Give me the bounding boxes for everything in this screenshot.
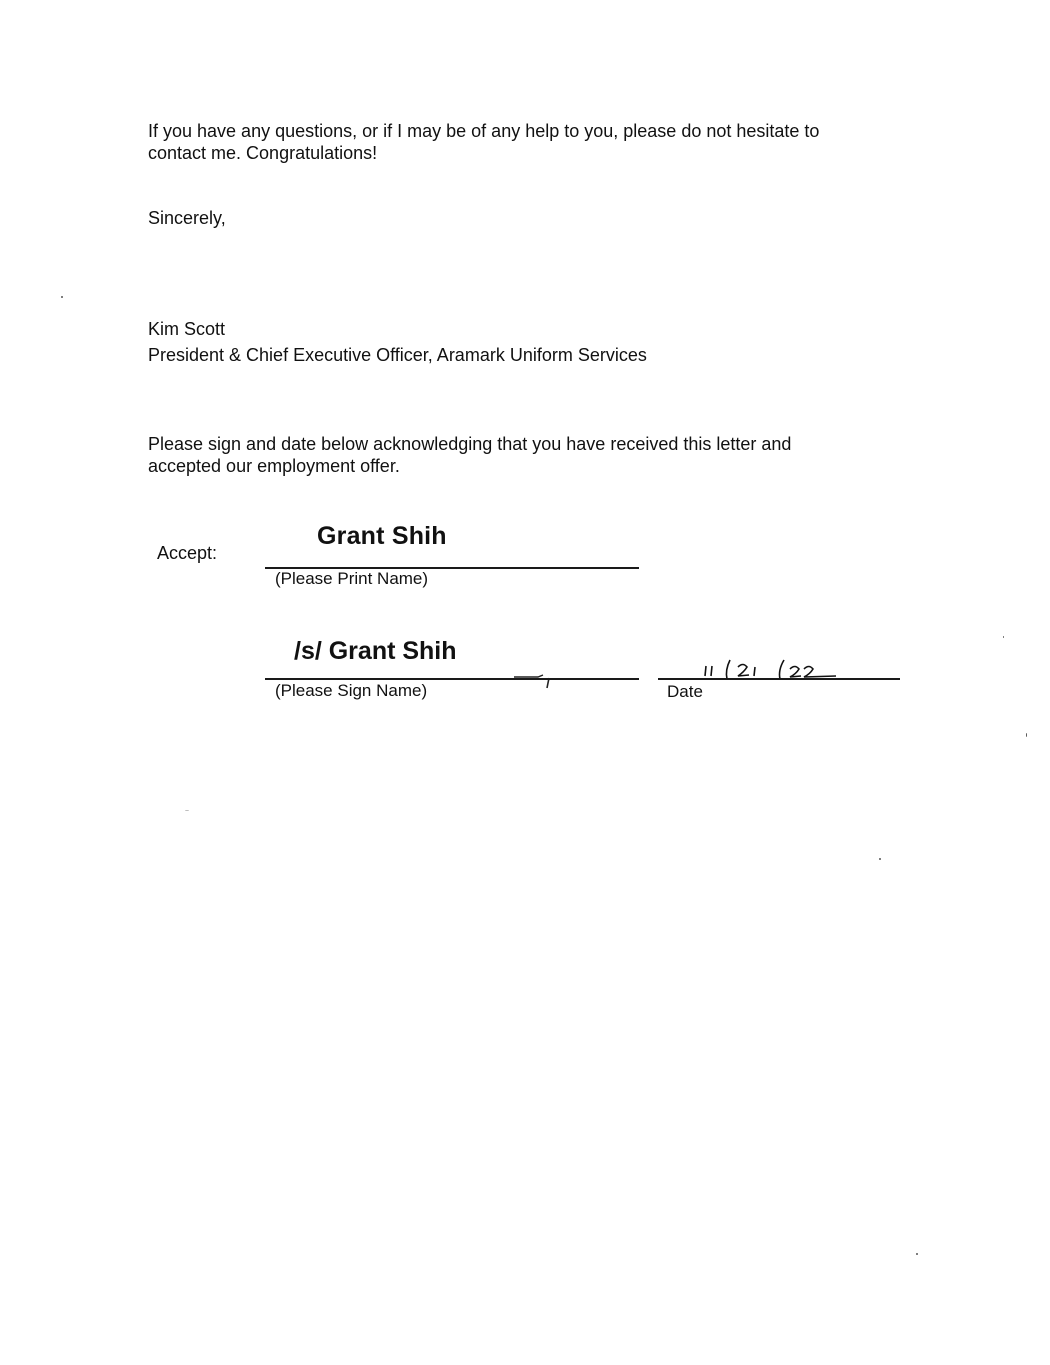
- sign-name-caption: (Please Sign Name): [275, 681, 428, 700]
- printed-name-value: Grant Shih: [317, 522, 447, 550]
- instruction-paragraph: Please sign and date below acknowledging that you have received this letter and accepted our employment offer.: [148, 434, 792, 476]
- scan-speck: [916, 1253, 918, 1255]
- date-line: [658, 678, 900, 680]
- scan-speck: [185, 810, 189, 811]
- closing-salutation: Sincerely,: [148, 208, 226, 228]
- date-caption: Date: [667, 682, 703, 701]
- print-name-caption: (Please Print Name): [275, 569, 429, 588]
- scan-speck: [1026, 733, 1027, 737]
- scan-speck: [1003, 636, 1004, 638]
- signed-name-value: /s/ Grant Shih: [294, 637, 457, 665]
- questions-paragraph: If you have any questions, or if I may be of any help to you, please do not hesitate to contact me. Congratulations!: [148, 121, 820, 163]
- signatory-title: President & Chief Executive Officer, Aramark Uniform Services: [148, 345, 647, 365]
- pen-tick-icon: [512, 668, 558, 692]
- scan-speck: [61, 296, 63, 298]
- accept-label: Accept:: [157, 543, 218, 563]
- signatory-name: Kim Scott: [148, 319, 226, 339]
- sign-name-line: [265, 678, 639, 680]
- scan-speck: [879, 858, 881, 860]
